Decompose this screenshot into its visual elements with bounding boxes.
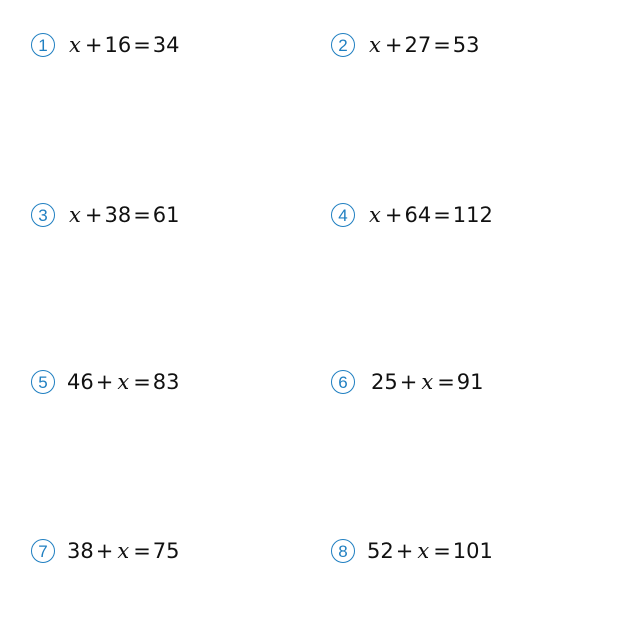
problem-3	[31, 200, 180, 230]
equals-sign: =	[133, 539, 151, 563]
problem-number-badge: 7	[31, 539, 55, 563]
problem-5	[31, 367, 180, 397]
operator: +	[384, 33, 403, 57]
operand: 52	[367, 539, 394, 563]
variable: x	[69, 203, 81, 227]
variable: x	[421, 370, 434, 394]
operator: +	[84, 203, 103, 227]
problem-4	[331, 200, 493, 230]
operator: +	[384, 203, 403, 227]
equals-sign: =	[433, 539, 451, 563]
equation	[67, 370, 180, 394]
equals-sign: =	[133, 370, 151, 394]
result: 91	[456, 370, 484, 394]
operand: 38	[104, 203, 132, 227]
equals-sign: =	[433, 203, 451, 227]
variable: x	[369, 33, 381, 57]
operator: +	[395, 539, 414, 563]
result: 34	[152, 33, 180, 57]
problem-number-badge: 6	[331, 370, 355, 394]
problem-number-badge: 8	[331, 539, 355, 563]
problem-number-badge: 3	[31, 203, 55, 227]
problem-6	[331, 367, 484, 397]
problem-number-badge: 1	[31, 33, 55, 57]
equation	[67, 203, 180, 227]
variable: x	[69, 33, 81, 57]
result: 53	[452, 33, 480, 57]
variable: x	[369, 203, 381, 227]
operand: 64	[404, 203, 432, 227]
operator: +	[95, 370, 114, 394]
equals-sign: =	[437, 370, 455, 394]
equation	[367, 33, 480, 57]
equation	[367, 370, 484, 394]
equals-sign: =	[433, 33, 451, 57]
result: 83	[152, 370, 180, 394]
operator: +	[399, 370, 418, 394]
result: 75	[152, 539, 180, 563]
problem-number-badge: 2	[331, 33, 355, 57]
result: 101	[452, 539, 493, 563]
operand: 27	[404, 33, 432, 57]
equals-sign: =	[133, 33, 151, 57]
operand: 25	[371, 370, 398, 394]
operator: +	[84, 33, 103, 57]
problem-2	[331, 30, 480, 60]
equation	[67, 539, 180, 563]
operand: 16	[104, 33, 132, 57]
problem-number-badge: 4	[331, 203, 355, 227]
problem-1	[31, 30, 180, 60]
problem-7	[31, 536, 180, 566]
problem-number-badge: 5	[31, 370, 55, 394]
equation	[367, 539, 493, 563]
operand: 46	[67, 370, 94, 394]
variable: x	[417, 539, 430, 563]
problem-8	[331, 536, 493, 566]
variable: x	[117, 370, 130, 394]
result: 112	[452, 203, 493, 227]
operator: +	[95, 539, 114, 563]
equation	[67, 33, 180, 57]
equals-sign: =	[133, 203, 151, 227]
result: 61	[152, 203, 180, 227]
variable: x	[117, 539, 130, 563]
operand: 38	[67, 539, 94, 563]
equation	[367, 203, 493, 227]
